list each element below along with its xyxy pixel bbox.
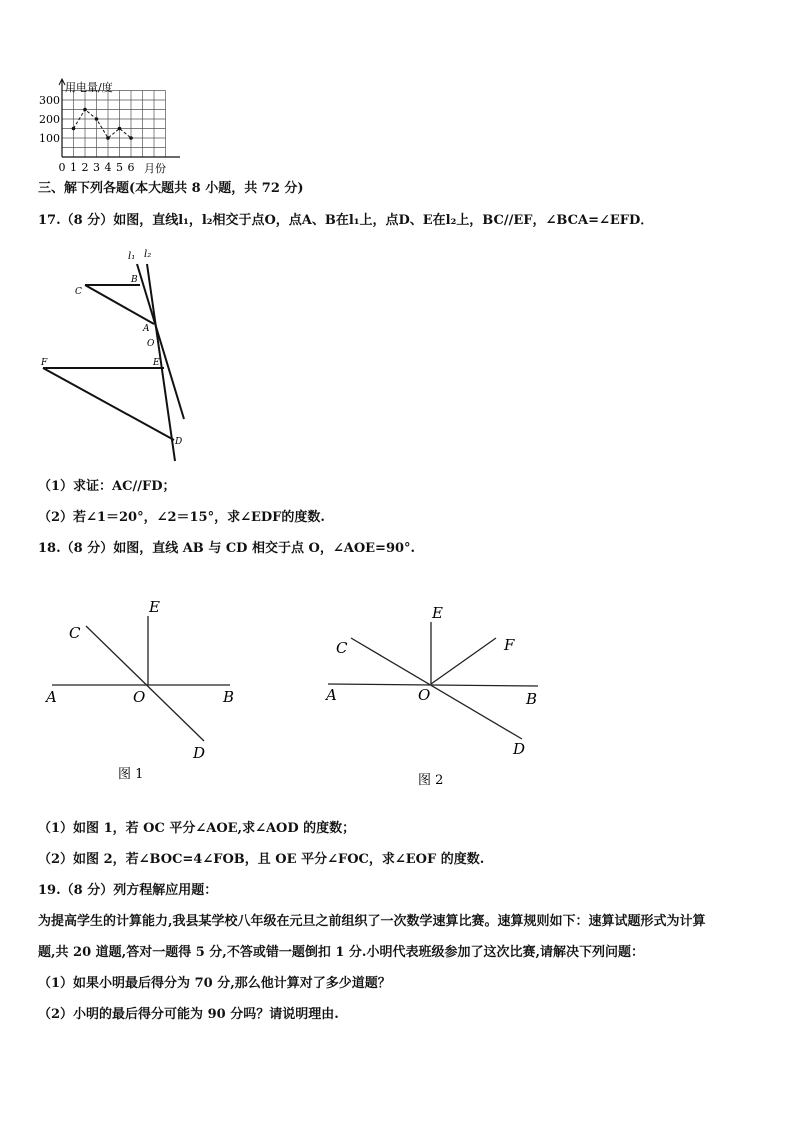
q19-stem: 19.（8 分）列方程解应用题： bbox=[38, 883, 218, 898]
chart-ylabel: 用电量/度 bbox=[65, 81, 113, 94]
label-f: F bbox=[504, 636, 515, 654]
label-l1: l₁ bbox=[128, 251, 136, 262]
electricity-chart bbox=[30, 76, 180, 176]
segment-ca bbox=[85, 285, 154, 324]
label-o: O bbox=[133, 688, 146, 706]
q18-part2: （2）如图 2，若∠BOC=4∠FOB，且 OE 平分∠FOC，求∠EOF 的度数. bbox=[38, 852, 485, 867]
line-l2 bbox=[147, 264, 175, 461]
label-d: D bbox=[513, 740, 526, 758]
q18-part1: （1）如图 1，若 OC 平分∠AOE,求∠AOD 的度数； bbox=[38, 821, 356, 836]
data-point bbox=[129, 136, 133, 140]
q18-stem: 18.（8 分）如图，直线 AB 与 CD 相交于点 O，∠AOE=90°. bbox=[38, 541, 416, 556]
q17-figure bbox=[36, 244, 206, 466]
label-f: F bbox=[41, 358, 48, 368]
label-a: A bbox=[326, 686, 337, 704]
data-point bbox=[118, 127, 122, 131]
fig1-caption: 图 1 bbox=[118, 767, 144, 782]
label-c: C bbox=[336, 639, 348, 657]
label-o: O bbox=[147, 339, 155, 349]
label-c: C bbox=[69, 624, 81, 642]
q18-figure-2 bbox=[320, 596, 560, 796]
q19-part2: （2）小明的最后得分可能为 90 分吗？请说明理由. bbox=[38, 1007, 339, 1022]
x-tick-label: 6 bbox=[127, 161, 135, 174]
chart-xlabel: 月份 bbox=[144, 162, 166, 175]
y-tick-label: 300 bbox=[39, 94, 60, 107]
q19-body-line1: 为提高学生的计算能力,我县某学校八年级在元旦之前组织了一次数学速算比赛。速算规则如下：速算试题形式为计算 bbox=[38, 914, 706, 929]
x-tick-label: 0 bbox=[58, 161, 66, 174]
line-cd bbox=[351, 638, 522, 739]
label-o: O bbox=[418, 686, 431, 704]
line-of bbox=[431, 638, 496, 684]
label-b: B bbox=[223, 688, 235, 706]
segment-fd bbox=[43, 368, 174, 440]
chart-ticks bbox=[39, 94, 135, 174]
q17-stem: 17.（8 分）如图，直线l₁，l₂相交于点O，点A、B在l₁上，点D、E在l₂上，BC//EF，∠BCA=∠EFD． bbox=[38, 213, 654, 228]
label-a: A bbox=[46, 688, 57, 706]
label-b: B bbox=[131, 275, 138, 285]
line-cd bbox=[86, 626, 204, 741]
y-tick-label: 100 bbox=[39, 132, 60, 145]
data-point bbox=[72, 127, 76, 131]
label-e: E bbox=[432, 604, 443, 622]
chart-series bbox=[72, 108, 133, 140]
q19-part1: （1）如果小明最后得分为 70 分,那么他计算对了多少道题？ bbox=[38, 976, 391, 991]
data-point bbox=[83, 108, 87, 112]
x-tick-label: 5 bbox=[116, 161, 123, 174]
label-d: D bbox=[193, 744, 206, 762]
line-l1 bbox=[137, 264, 184, 419]
q19-body-line2: 题,共 20 道题,答对一题得 5 分,不答或错一题倒扣 1 分.小明代表班级参加了这次比赛,请解决下列问题： bbox=[38, 945, 644, 960]
section-heading: 三、解下列各题(本大题共 8 小题，共 72 分) bbox=[38, 181, 304, 196]
data-point bbox=[106, 136, 110, 140]
label-e: E bbox=[153, 358, 160, 368]
label-a: A bbox=[143, 324, 150, 334]
label-l2: l₂ bbox=[144, 249, 152, 260]
q17-part1: （1）求证：AC//FD； bbox=[38, 479, 176, 494]
q17-part2: （2）若∠1＝20°，∠2＝15°，求∠EDF的度数. bbox=[38, 510, 325, 525]
fig2-caption: 图 2 bbox=[418, 773, 444, 788]
label-b: B bbox=[526, 690, 538, 708]
series-line bbox=[74, 110, 132, 139]
x-tick-label: 2 bbox=[81, 161, 89, 174]
label-d: D bbox=[175, 437, 183, 447]
x-tick-label: 4 bbox=[104, 161, 112, 174]
q18-figure-1 bbox=[40, 592, 250, 792]
label-e: E bbox=[149, 598, 160, 616]
label-c: C bbox=[75, 287, 82, 297]
x-tick-label: 1 bbox=[70, 161, 77, 174]
x-tick-label: 3 bbox=[93, 161, 100, 174]
data-point bbox=[95, 117, 99, 121]
y-tick-label: 200 bbox=[39, 113, 60, 126]
